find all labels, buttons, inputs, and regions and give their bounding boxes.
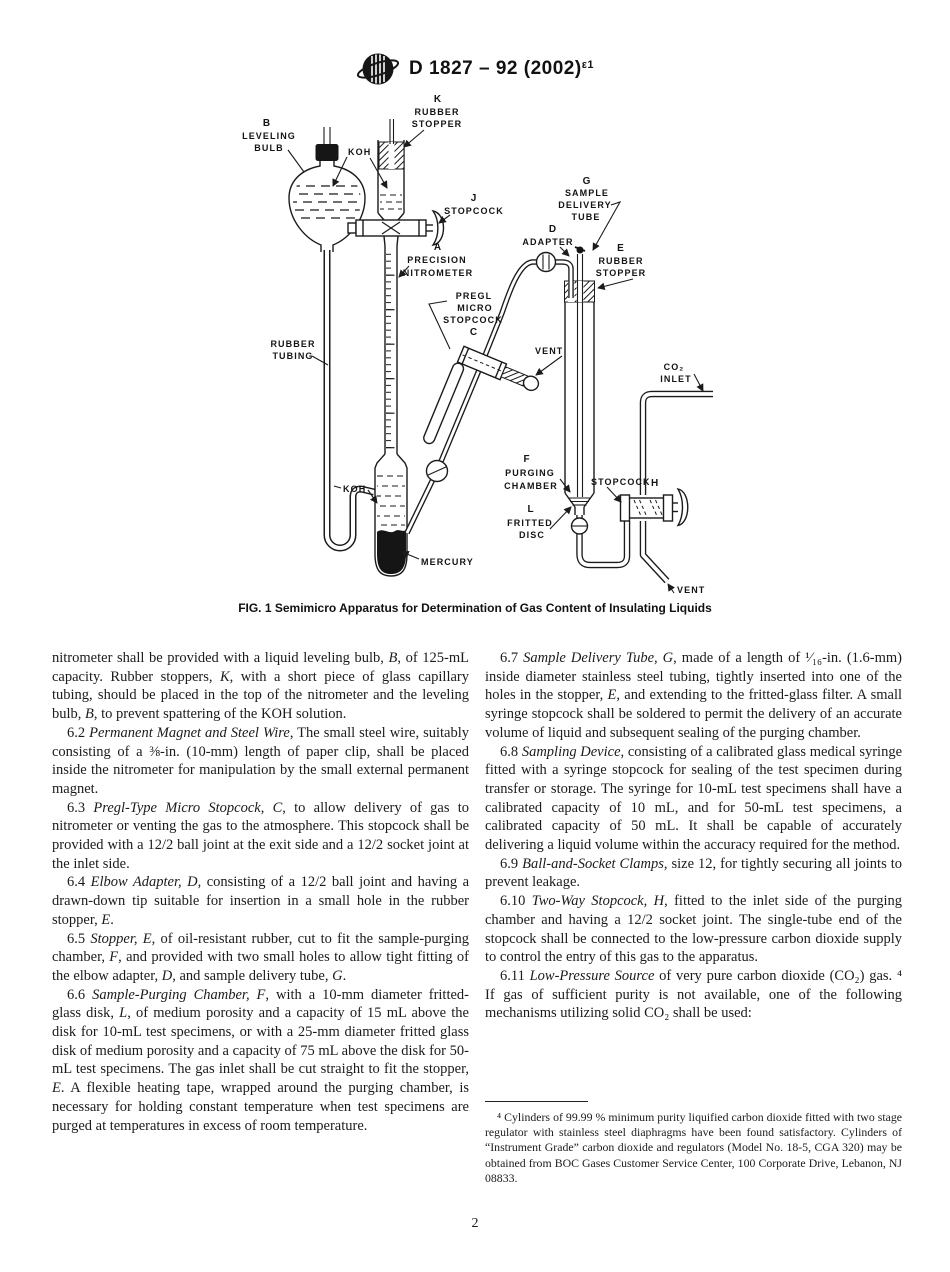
label-stopcock-h [591, 477, 659, 489]
purging-chamber [565, 281, 595, 493]
label-rubber-stopper-k [412, 94, 463, 129]
label-rubber-tubing-1: RUBBER [270, 339, 316, 349]
paragraph-continuation: nitrometer shall be provided with a liquid leveling bulb, B, of 125-mL capacity. Rubber stoppers, K, with a short piece of glass capillary tubing, should be placed in the top of the nitrometer and the leveling bulb, B, to prevent spattering of the KOH solution. [52, 650, 469, 723]
chamber-bottom [565, 493, 627, 565]
label-koh-top: KOH [348, 147, 372, 157]
label-letter-k: K [433, 94, 443, 105]
label-stopper-e: STOPPER [595, 268, 647, 278]
label-sample: SAMPLE [564, 188, 610, 198]
ball-joint-d [537, 253, 556, 272]
label-stopper-k: STOPPER [411, 119, 463, 129]
stopcock-h-handle [678, 489, 688, 526]
rubber-tubing [327, 250, 374, 548]
figure-1 [0, 88, 950, 602]
right-column [485, 649, 902, 1023]
label-chamber: CHAMBER [504, 481, 558, 491]
left-column [52, 649, 469, 1135]
label-precision: PRECISION [407, 255, 467, 265]
label-purging-chamber [504, 454, 558, 491]
label-letter-l: L [527, 504, 535, 515]
paragraph-6-7: 6.7 Sample Delivery Tube, G, made of a length of ¹⁄₁₆-in. (1.6-mm) inside diameter stainless steel tubing, tightly inserted into one of the holes in the stopper, E, and extending to the fritted-glass filter. A small syringe stopcock shall be soldered to permit the delivery of an accurate volume of liquid and subsequent sealing of the purging chamber. [485, 650, 903, 741]
label-rubber-stopper-e [596, 243, 647, 278]
label-letter-c: C [469, 327, 479, 338]
paragraph-6-4: 6.4 Elbow Adapter, D, consisting of a 12/2 ball joint and having a drawn-down tip suitable for insertion in a small hole in the rubber stopper, E. [52, 874, 470, 928]
label-stopcock-j [444, 193, 504, 216]
page-number: 2 [471, 1216, 479, 1231]
label-rubber-k: RUBBER [414, 107, 460, 117]
label-letter-h: H [651, 478, 660, 489]
label-pregl: PREGL [455, 291, 493, 301]
label-fritted-disc [507, 504, 553, 540]
label-letter-a: A [433, 242, 443, 253]
page-header [0, 48, 950, 90]
astm-logo [356, 48, 400, 90]
paragraph-6-10: 6.10 Two-Way Stopcock, H, fitted to the inlet side of the purging chamber and having a 12/2 socket joint. The single-tube end of the stopcock shall be connected to the low-pressure carbon dioxide supply to control the entry of this gas to the apparatus. [485, 893, 902, 966]
label-letter-b: B [262, 118, 272, 129]
stopcock-h [621, 489, 688, 526]
label-vent-upper: VENT [535, 346, 564, 356]
label-rubber-tubing [270, 339, 315, 361]
figure-caption: FIG. 1 Semimicro Apparatus for Determination of Gas Content of Insulating Liquids [238, 601, 712, 615]
label-koh-lower: KOH [343, 484, 367, 494]
label-leveling: LEVELING [242, 131, 296, 141]
label-letter-f: F [523, 454, 531, 465]
label-letter-j: J [470, 193, 478, 204]
label-co2: CO₂ [663, 362, 685, 372]
figure-labels [242, 94, 705, 595]
stopcock-j [348, 211, 444, 245]
label-stopcock-h-text: STOPCOCK [591, 477, 651, 487]
label-leveling-bulb [242, 118, 296, 153]
label-nitrometer: NITROMETER [402, 268, 474, 278]
footnote-text: ⁴ Cylinders of 99.99 % minimum purity liquified carbon dioxide fitted with two stage regulator with stainless steel diaphragms have been found satisfactory. Cylinders of “Instrument Grade” carbon dioxide and regulators (Model No. 18-5, CGA 320) may be obtained from BOC Gases Customer Service Center, 100 Corporate Drive, Lebanon, NJ 08833. [485, 1110, 902, 1185]
label-tube: TUBE [571, 212, 601, 222]
stopcock-j-handle [433, 211, 444, 245]
apparatus-diagram [0, 88, 950, 602]
pregl-stopcock-handle [422, 362, 465, 446]
designation-superscript: ε1 [581, 59, 595, 71]
koh-chamber [375, 454, 407, 576]
footnote-4 [485, 1101, 902, 1186]
label-bulb: BULB [254, 143, 284, 153]
mercury-pool [377, 530, 406, 574]
koh-liquid-bulb [291, 186, 363, 218]
label-micro: MICRO [457, 303, 493, 313]
label-letter-e: E [617, 243, 625, 254]
paragraph-6-6: 6.6 Sample-Purging Chamber, F, with a 10-mm diameter fritted-glass disk, L, of medium porosity and a capacity of 15 mL above the disk for 10-mL test specimens, or with a 25-mm diameter fritted glass disk of medium porosity and a capacity of 75 mL above the disk for 50-mL test specimens. The gas inlet shall be cut straight to fit the stopper, E. A flexible heating tape, wrapped around the purging chamber, is necessary for holding constant temperature when test specimens are purged at temperatures in excess of room temperature. [52, 986, 469, 1134]
label-rubber-tubing-2: TUBING [272, 351, 314, 361]
standard-designation [409, 58, 594, 80]
paragraph-6-9: 6.9 Ball-and-Socket Clamps, size 12, for tightly securing all joints to prevent leakage. [485, 855, 902, 891]
designation-text: D 1827 – 92 (2002) [408, 58, 582, 79]
label-fritted: FRITTED [507, 518, 553, 528]
label-stopcock-c-text: STOPCOCK [443, 315, 503, 325]
bulb-stopper [316, 144, 339, 161]
label-sample-delivery-tube [558, 176, 611, 222]
label-disc: DISC [519, 530, 545, 540]
label-inlet: INLET [660, 374, 692, 384]
label-co2-inlet [660, 362, 692, 384]
paragraph-6-11: 6.11 Low-Pressure Source of very pure carbon dioxide (CO₂) gas. ⁴ If gas of sufficient purity is not available, one of the following mechanisms utilizing solid CO₂ shall be used: [485, 967, 902, 1022]
label-letter-d: D [548, 224, 558, 235]
paragraph-6-5: 6.5 Stopper, E, of oil-resistant rubber, cut to fit the sample-purging chamber, F, and provided with two small holes to allow tight fitting of the elbow adapter, D, and sample delivery tube, G. [52, 930, 469, 984]
label-rubber-e: RUBBER [598, 256, 644, 266]
label-letter-g: G [582, 176, 592, 187]
label-delivery: DELIVERY [558, 200, 612, 210]
label-stopcock-j-text: STOPCOCK [444, 206, 504, 216]
paragraph-6-8: 6.8 Sampling Device, consisting of a calibrated glass medical syringe fitted with a syringe stopcock for sealing of the test specimen during transfer or storage. The syringe for 10-mL test specimens shall have a calibrated capacity of 10 mL, and for 50-mL test specimens, a calibrated capacity of 50 mL. It shall be capable of accurately delivering a liquid volume within the accuracy required for the method. [485, 743, 903, 854]
footnote-rule [485, 1101, 588, 1102]
label-adapter-text: ADAPTER [522, 237, 574, 247]
label-mercury: MERCURY [421, 557, 474, 567]
label-purging: PURGING [505, 468, 555, 478]
paragraph-6-3: 6.3 Pregl-Type Micro Stopcock, C, to allow delivery of gas to nitrometer or venting the gas to the atmosphere. This stopcock shall be provided with a 12/2 ball joint at the exit side and a 12/2 socket joint at the inlet side. [52, 799, 470, 872]
label-adapter [522, 224, 573, 247]
precision-nitrometer [348, 119, 444, 576]
label-vent-lower: VENT [677, 585, 706, 595]
label-precision-nitrometer [403, 242, 474, 278]
paragraph-6-2: 6.2 Permanent Magnet and Steel Wire, The small steel wire, suitably consisting of a ⅜-in. (10-mm) length of paper clip, shall be placed inside the nitrometer for manipulation by the small external permanent magnet. [52, 724, 469, 797]
